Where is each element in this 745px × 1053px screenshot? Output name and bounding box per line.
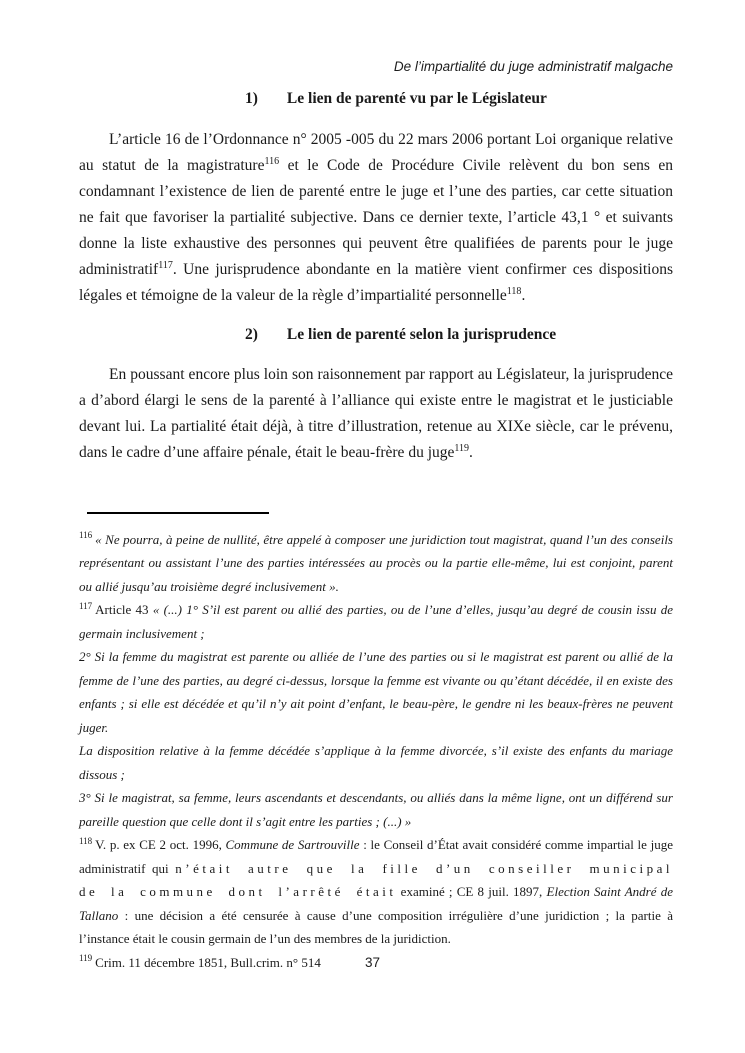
footnote-text: : le Conseil d’État avait considéré comme impartial le juge administratif qui xyxy=(79,837,673,876)
footnote-marker: 118 xyxy=(79,835,93,846)
footnote-117-continued: La disposition relative à la femme décédée s’applique à la femme divorcée, s’il existe des enfants du mariage dissous ; xyxy=(79,743,673,782)
paragraph-text: . xyxy=(469,443,473,461)
case-name: Election Saint André de Tallano xyxy=(79,884,673,923)
footnote-text: : une décision a été censurée à cause d’une composition irrégulière d’une juridiction ; la partie à l’instance était le cousin germain de l’un des membres de la juridiction. xyxy=(79,907,673,946)
paragraph-2 xyxy=(79,362,673,466)
footnote-117 xyxy=(79,598,673,645)
section-heading-1 xyxy=(79,89,673,109)
section-heading-2 xyxy=(79,325,673,345)
footnote-marker: 119 xyxy=(79,953,93,964)
footnote-ref-116: 116 xyxy=(264,155,280,167)
case-name: Commune de Sartrouville xyxy=(225,837,360,852)
paragraph-text: En poussant encore plus loin son raisonnement par rapport au Législateur, la jurisprudence a d’abord élargi le sens de la parenté à l’alliance qui existe entre le magistrat et le justiciable devant lui. La partialité était déjà, à titre d’illustration, retenue au XIXe siècle, car le prévenu, dans le cadre d’une affaire pénale, était le beau-frère du juge xyxy=(79,365,673,461)
footnote-marker: 116 xyxy=(79,530,93,541)
footnote-text: examiné ; CE 8 juil. 1897, xyxy=(396,884,547,899)
footnote-text: V. p. ex CE 2 oct. 1996, xyxy=(95,837,226,852)
section-number: 1) xyxy=(245,90,258,107)
page-content xyxy=(79,0,673,974)
footnote-117-continued: 2° Si la femme du magistrat est parente ou alliée de l’une des parties ou si le magistrat est parent ou allié de la femme de l’une des parties, au degré ci-dessus, lorsque la femme est vivante ou qu’étant décédée, il en existe des enfants ; si elle est décédée et qu’il n’y ait point d’enfant, le beau-père, le gendre ni les beaux-frères ne peuvent juger. xyxy=(79,649,673,735)
footnote-ref-119: 119 xyxy=(454,442,470,454)
footnote-ref-117: 117 xyxy=(158,259,173,271)
paragraph-text: . Une jurisprudence abondante en la matière vient confirmer ces dispositions légales et témoigne de la valeur de la règle d’impartialité personnelle xyxy=(79,261,673,304)
footnote-117-continued: 3° Si le magistrat, sa femme, leurs ascendants et descendants, ou alliés dans la même ligne, ont un différend sur pareille question que celle dont il s’agit entre les parties ; (...) » xyxy=(79,790,673,829)
page-number: 37 xyxy=(364,955,381,970)
paragraph-text: et le Code de Procédure Civile relèvent du bon sens en condamnant l’existence de lien de parenté entre le juge et l’une des parties, car cette situation ne fait que favoriser la partialité subjective. Dans ce dernier texte, l’article 43,1 ° et suivants donne la liste exhaustive des personnes qui peuvent être qualifiées de parents pour le juge administratif xyxy=(79,157,673,278)
footnotes-block xyxy=(79,528,673,975)
footnote-text: Article 43 xyxy=(95,602,153,617)
footnote-text: « Ne pourra, à peine de nullité, être appelé à composer une juridiction tout magistrat, quand l’un des conseils représentant ou assistant l’une des parties intéressées au procès ou la partie elle-même, lui est conjoint, parent ou allié jusqu’au troisième degré inclusivement ». xyxy=(79,531,673,594)
footnote-118 xyxy=(79,833,673,951)
footnote-text-letterspaced: n’était autre que la fille d’un conseiller municipal de la commune dont l’arrêté était xyxy=(79,860,674,899)
running-header: De l’impartialité du juge administratif malgache xyxy=(393,59,673,74)
footnote-marker: 117 xyxy=(79,600,93,611)
footnote-quote: « (...) 1° S’il est parent ou allié des parties, ou de l’une d’elles, jusqu’au degré de cousin issu de germain inclusivement ; xyxy=(79,602,673,641)
section-number: 2) xyxy=(245,325,258,343)
section-title: Le lien de parenté selon la jurisprudence xyxy=(286,325,557,343)
paragraph-1 xyxy=(79,127,673,309)
footnote-separator xyxy=(87,512,269,514)
section-title: Le lien de parenté vu par le Législateur xyxy=(286,90,547,107)
footnote-ref-118: 118 xyxy=(506,285,522,297)
footnote-116 xyxy=(79,528,673,599)
paragraph-text: L’article 16 de l’Ordonnance n° 2005 -005 du 22 mars 2006 portant Loi organique relative au statut de la magistrature xyxy=(79,131,673,174)
footnote-text: Crim. 11 décembre 1851, Bull.crim. n° 514 xyxy=(95,954,321,970)
paragraph-text: . xyxy=(521,287,526,304)
